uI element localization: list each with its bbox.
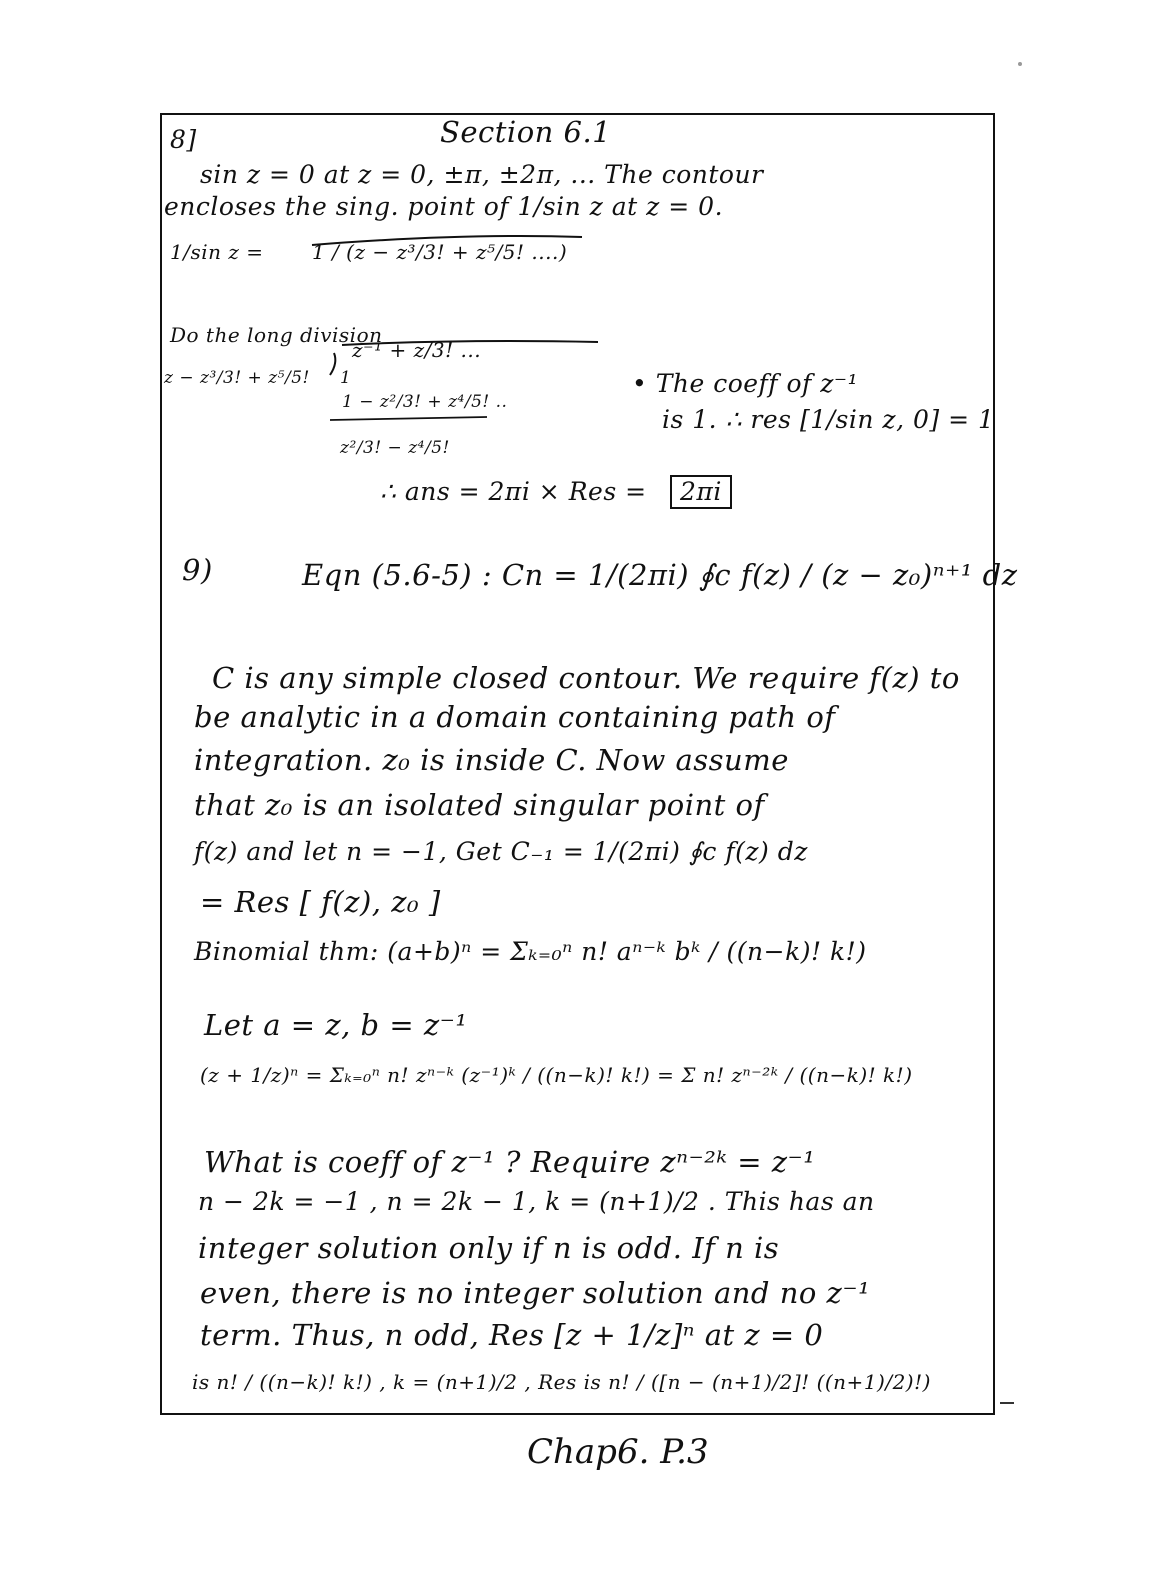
p10-line3: integer solution only if n is odd. If n is	[198, 1231, 780, 1265]
p10-let-line: Let a = z, b = z⁻¹	[204, 1008, 468, 1042]
p8-dividend: 1	[340, 368, 352, 388]
p9-line1: C is any simple closed contour. We require f(z) to	[212, 661, 960, 695]
stray-mark	[1018, 62, 1022, 66]
handwritten-page	[160, 113, 1018, 1415]
p8-line2: encloses the sing. point of 1/sin z at z = 0.	[164, 192, 724, 221]
p9-line4: that z₀ is an isolated singular point of	[194, 788, 765, 822]
pen-strokes	[162, 115, 997, 1417]
p8-series-rhs: 1 / (z − z³/3! + z⁵/5! ....)	[312, 240, 568, 264]
p9-equation: Eqn (5.6-5) : Cn = 1/(2πi) ∮c f(z) / (z − z₀)ⁿ⁺¹ dz	[302, 558, 1018, 592]
section-title: Section 6.1	[440, 115, 612, 149]
problem-8-label: 8]	[170, 125, 197, 154]
p8-coeff-note1: • The coeff of z⁻¹	[632, 369, 859, 398]
p9-line6: = Res [ f(z), z₀ ]	[200, 885, 441, 919]
p8-answer-boxed: 2πi	[670, 475, 732, 509]
p10-line6: is n! / ((n−k)! k!) , k = (n+1)/2 , Res is n! / ([n − (n+1)/2]! ((n+1)/2)!)	[192, 1370, 931, 1394]
p9-line3: integration. z₀ is inside C. Now assume	[194, 743, 789, 777]
page-footer: Chap6. P.3	[527, 1432, 709, 1472]
p8-step1: 1 − z²/3! + z⁴/5! ..	[342, 392, 508, 412]
p10-expansion: (z + 1/z)ⁿ = Σₖ₌₀ⁿ n! zⁿ⁻ᵏ (z⁻¹)ᵏ / ((n−k)! k!) = Σ n! zⁿ⁻²ᵏ / ((n−k)! k!)	[200, 1063, 913, 1087]
p10-line1: What is coeff of z⁻¹ ? Require zⁿ⁻²ᵏ = z⁻¹	[204, 1145, 816, 1179]
p8-coeff-note2: is 1. ∴ res [1/sin z, 0] = 1	[662, 405, 995, 434]
p8-series-lhs: 1/sin z =	[170, 240, 264, 264]
p8-divisor: z − z³/3! + z⁵/5!	[164, 368, 310, 388]
stray-dash	[1000, 1402, 1014, 1404]
problem-9-label: 9)	[182, 553, 213, 587]
p10-line4: even, there is no integer solution and no z⁻¹	[200, 1276, 871, 1310]
p8-line1: sin z = 0 at z = 0, ±π, ±2π, ... The contour	[200, 160, 764, 189]
p9-line5: f(z) and let n = −1, Get C₋₁ = 1/(2πi) ∮c f(z) dz	[194, 837, 808, 866]
p10-binomial: Binomial thm: (a+b)ⁿ = Σₖ₌₀ⁿ n! aⁿ⁻ᵏ bᵏ / ((n−k)! k!)	[194, 937, 867, 966]
p10-line2: n − 2k = −1 , n = 2k − 1, k = (n+1)/2 . This has an	[198, 1187, 875, 1216]
p8-quotient: z⁻¹ + z/3! ...	[352, 338, 482, 362]
p9-line2: be analytic in a domain containing path of	[194, 700, 836, 734]
p8-answer-prefix: ∴ ans = 2πi × Res =	[380, 477, 647, 506]
p10-line5: term. Thus, n odd, Res [z + 1/z]ⁿ at z = 0	[200, 1318, 824, 1352]
p8-long-division-label: Do the long division	[170, 323, 383, 347]
p8-step2: z²/3! − z⁴/5!	[340, 438, 450, 458]
